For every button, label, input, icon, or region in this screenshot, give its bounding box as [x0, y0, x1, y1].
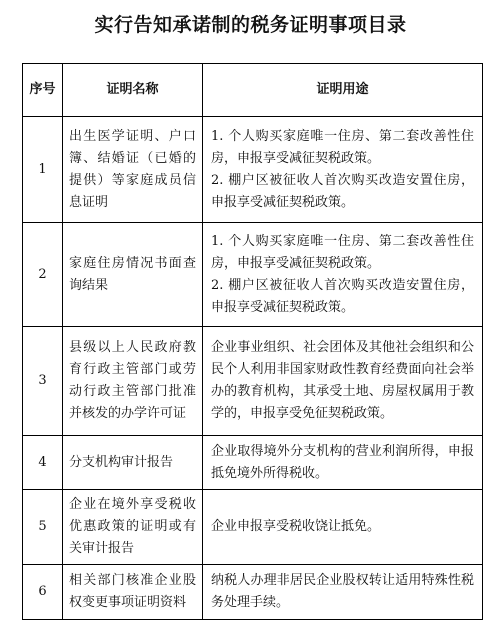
row-seq: 1	[23, 117, 63, 223]
row-name: 家庭住房情况书面查询结果	[63, 223, 203, 327]
row-use	[203, 565, 483, 620]
row-use	[203, 327, 483, 436]
row-use	[203, 223, 483, 327]
use-item: 企业申报享受税收饶让抵免。	[211, 519, 381, 534]
use-item: 纳税人办理非居民企业股权转让适用特殊性税务处理手续。	[211, 573, 474, 610]
certificate-table	[22, 63, 483, 620]
table-row	[23, 436, 483, 490]
table-row	[23, 223, 483, 327]
row-use	[203, 436, 483, 490]
header-seq: 序号	[23, 64, 63, 117]
use-item: 企业事业组织、社会团体及其他社会组织和公民个人利用非国家财政性教育经费面向社会举办的教育机构，其承受土地、房屋权属用于教学的，申报享受免征契税政策。	[211, 340, 474, 421]
row-name: 相关部门核准企业股权变更事项证明资料	[63, 565, 203, 620]
use-item: 1. 个人购买家庭唯一住房、第二套改善性住房，申报享受减征契税政策。	[211, 233, 474, 271]
page-title: 实行告知承诺制的税务证明事项目录	[94, 14, 407, 36]
row-name: 分支机构审计报告	[63, 436, 203, 490]
row-seq: 5	[23, 490, 63, 565]
table-row	[23, 327, 483, 436]
row-name: 出生医学证明、户口簿、结婚证（已婚的提供）等家庭成员信息证明	[63, 117, 203, 223]
row-seq: 4	[23, 436, 63, 490]
row-seq: 2	[23, 223, 63, 327]
use-item: 企业取得境外分支机构的营业利润所得，申报抵免境外所得税收。	[211, 443, 474, 481]
row-name: 县级以上人民政府教育行政主管部门或劳动行政主管部门批准并核发的办学许可证	[63, 327, 203, 436]
table-row	[23, 117, 483, 223]
row-seq: 6	[23, 565, 63, 620]
use-item: 2. 棚户区被征收人首次购买改造安置住房，申报享受减征契税政策。	[211, 277, 474, 315]
use-item: 2. 棚户区被征收人首次购买改造安置住房，申报享受减征契税政策。	[211, 172, 474, 210]
header-use: 证明用途	[203, 64, 483, 117]
use-item: 1. 个人购买家庭唯一住房、第二套改善性住房，申报享受减征契税政策。	[211, 128, 474, 166]
row-seq: 3	[23, 327, 63, 436]
row-name: 企业在境外享受税收优惠政策的证明或有关审计报告	[63, 490, 203, 565]
table-header-row	[23, 64, 483, 117]
row-use	[203, 117, 483, 223]
table-row	[23, 490, 483, 565]
header-name: 证明名称	[63, 64, 203, 117]
table-row	[23, 565, 483, 620]
row-use	[203, 490, 483, 565]
